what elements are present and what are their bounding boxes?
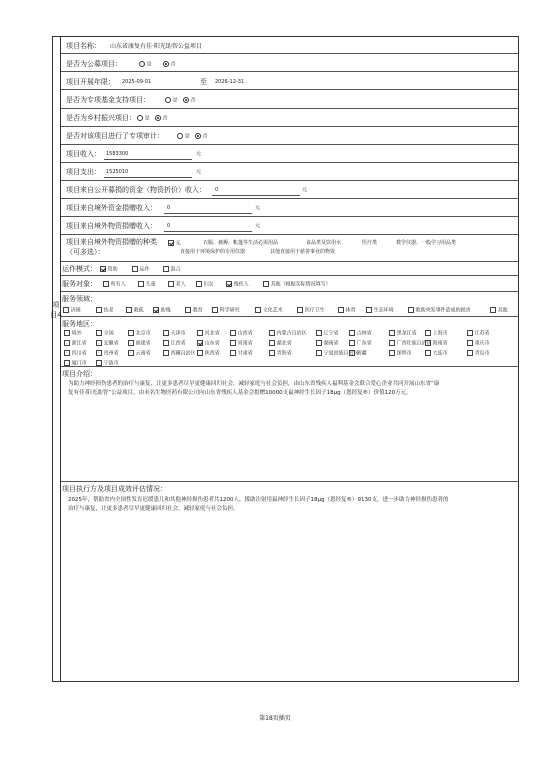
area-checkbox[interactable] — [467, 350, 490, 358]
checkbox-box[interactable] — [316, 330, 322, 336]
area-checkbox-label: 广东省 — [356, 340, 372, 347]
area-checkbox[interactable] — [96, 340, 119, 348]
area-checkbox-label: 浙江省 — [71, 340, 87, 347]
target-other-checkbox[interactable]: 其他（根据实际情况填写） — [263, 281, 331, 289]
foreign-goods-value: 0 — [167, 223, 171, 229]
checkbox-box[interactable] — [467, 350, 473, 356]
area-checkbox[interactable] — [64, 340, 87, 348]
area-checkbox[interactable] — [467, 330, 490, 338]
checkbox-box[interactable] — [96, 330, 102, 336]
area-checkbox[interactable] — [349, 340, 372, 348]
area-checkbox-label: 北京市 — [135, 330, 151, 337]
audit-no-radio[interactable]: 否 — [195, 133, 208, 141]
page-footer: 第18页插页 — [259, 715, 291, 722]
public-label: 是否为公募项目： — [66, 60, 122, 68]
goods-type-label-1: 项目来自境外物资捐赠的种类 — [66, 238, 157, 246]
goods-type-label-2: （可多选）： — [66, 248, 105, 256]
checkbox-box[interactable] — [349, 340, 355, 346]
public-money-underline — [212, 195, 300, 196]
special-no-radio[interactable]: 否 — [183, 97, 196, 105]
checkbox-box[interactable] — [349, 350, 355, 356]
checkbox-box[interactable] — [269, 330, 275, 336]
area-checkbox-label: 山东省 — [204, 340, 220, 347]
public-money-value: 0 — [215, 187, 219, 193]
area-checkbox[interactable] — [425, 330, 448, 338]
area-checkbox[interactable] — [163, 340, 186, 348]
public-money-label: 项目来自公开募捐的资金（物资折价）收入： — [66, 186, 206, 194]
foreign-goods-label: 项目来自境外物资捐赠收入： — [66, 222, 157, 230]
area-checkbox-label: 湖南省 — [323, 340, 339, 347]
area-checkbox[interactable] — [269, 330, 307, 338]
checkbox-box[interactable] — [467, 330, 473, 336]
area-checkbox[interactable] — [316, 330, 339, 338]
area-checkbox[interactable] — [269, 340, 292, 348]
field-medical-checkbox[interactable]: 医疗卫生 — [297, 307, 325, 315]
period-to: 至 — [200, 78, 207, 86]
goods-cb-teaching[interactable]: 教学仪器、一般学习用品类 — [396, 240, 457, 246]
area-checkbox-label: 厦门市 — [71, 360, 87, 367]
area-checkbox-label: 海南省 — [432, 340, 448, 347]
checkbox-box[interactable] — [389, 330, 395, 336]
area-checkbox-label: 山西省 — [237, 330, 253, 337]
field-culture-checkbox[interactable]: 文化艺术 — [255, 307, 283, 315]
area-checkbox[interactable] — [163, 330, 186, 338]
target-women-checkbox[interactable]: 妇女 — [196, 281, 214, 289]
exec-line-1: 2025年，帮助省内全国性发育迟缓患儿和其他神经损伤患者共1200人，援助注射用鼠神经生长因子18μg（恩经复®）9130支，进一步助力神经损伤患者的 — [68, 497, 449, 503]
goods-cb-none[interactable]: 无 — [168, 240, 181, 248]
goods-cb-food[interactable]: 食品类及饮用水 — [306, 240, 342, 246]
audit-label: 是否对该项目进行了专项审计： — [66, 132, 164, 140]
foreign-money-underline — [164, 213, 252, 214]
area-checkbox[interactable] — [163, 350, 196, 358]
public-money-unit: 元 — [302, 187, 308, 193]
rural-yes-radio[interactable]: 是 — [137, 115, 150, 123]
area-checkbox-label: 福建省 — [135, 340, 151, 347]
area-checkbox-label: 内蒙古自治区 — [276, 330, 307, 337]
expense-value: 1525010 — [106, 169, 129, 175]
row-income — [61, 145, 519, 163]
checkbox-box[interactable] — [64, 350, 70, 356]
checkbox-box[interactable] — [197, 340, 203, 346]
checkbox-box[interactable] — [389, 350, 395, 356]
area-checkbox-label: 河北省 — [204, 330, 220, 337]
period-end: 2026-12-31 — [215, 79, 245, 85]
exec-label: 项目执行方及项目成效评估情况： — [62, 485, 167, 493]
period-start: 2025-09-01 — [122, 79, 152, 85]
area-checkbox-label: 广西壮族自治区 — [396, 340, 432, 347]
checkbox-box[interactable] — [128, 340, 134, 346]
operation-fund-checkbox[interactable]: 资助 — [100, 266, 118, 274]
area-checkbox[interactable] — [389, 350, 412, 358]
area-checkbox-label: 四川省 — [71, 350, 87, 357]
expense-underline — [104, 177, 192, 178]
area-checkbox[interactable] — [96, 350, 119, 358]
area-checkbox-label: 天津市 — [170, 330, 186, 337]
public-yes-radio[interactable]: 是 — [139, 61, 152, 69]
checkbox-box[interactable] — [425, 330, 431, 336]
area-checkbox-label: 甘肃省 — [237, 350, 253, 357]
goods-cb-medical[interactable]: 医疗类 — [362, 240, 378, 246]
area-checkbox[interactable] — [128, 330, 151, 338]
area-checkbox[interactable] — [128, 340, 151, 348]
checkbox-box[interactable] — [425, 350, 431, 356]
foreign-money-value: 0 — [167, 205, 171, 211]
area-checkbox[interactable] — [197, 340, 220, 348]
foreign-money-label: 项目来自境外资金捐赠收入： — [66, 204, 157, 212]
checkbox-box[interactable] — [389, 340, 395, 346]
area-checkbox-label: 境外 — [71, 330, 82, 337]
area-checkbox-label: 新疆 — [356, 350, 367, 357]
side-column — [52, 36, 61, 682]
intro-line-1: 为助力神经损伤患者的治疗与康复，让更多患者尽早更健康回归社会，减轻家庭与社会负担，由山东省残疾人福利基金会联合爱心企业共同开展山东省“康 — [68, 381, 440, 387]
checkbox-box[interactable] — [425, 340, 431, 346]
area-checkbox-label: 黑龙江省 — [396, 330, 417, 337]
area-checkbox-label: 江西省 — [170, 340, 186, 347]
operation-mixed-checkbox[interactable]: 混合 — [163, 266, 181, 274]
checkbox-box[interactable] — [96, 360, 102, 366]
rural-label: 是否为乡村振兴项目： — [66, 114, 136, 122]
operation-label: 运作模式： — [62, 265, 97, 273]
foreign-money-unit: 元 — [255, 205, 261, 211]
area-checkbox[interactable] — [425, 350, 448, 358]
intro-label: 项目介绍： — [62, 370, 97, 378]
area-checkbox-label: 河南省 — [237, 340, 253, 347]
field-elderly-checkbox[interactable]: 扶老 — [96, 307, 114, 315]
field-other-checkbox[interactable]: 其他 — [490, 307, 508, 315]
area-checkbox-label: 湖北省 — [276, 340, 292, 347]
area-checkbox[interactable] — [64, 350, 87, 358]
area-checkbox-label: 重庆市 — [474, 340, 490, 347]
area-checkbox-label: 大连市 — [432, 350, 448, 357]
area-checkbox-label: 江苏省 — [474, 330, 490, 337]
checkbox-box[interactable] — [64, 330, 70, 336]
area-checkbox[interactable] — [389, 330, 417, 338]
area-checkbox-label: 贵州省 — [103, 350, 119, 357]
checkbox-box[interactable] — [64, 340, 70, 346]
row-expense — [61, 163, 519, 181]
area-checkbox[interactable] — [96, 330, 114, 338]
income-value: 1583300 — [106, 151, 129, 157]
checkbox-box[interactable] — [269, 340, 275, 346]
field-orphan-checkbox[interactable]: 救孤 — [126, 307, 144, 315]
area-checkbox[interactable] — [425, 340, 448, 348]
row-operation — [61, 262, 519, 276]
goods-cb-environment[interactable]: 直接用于环境保护的专用仪器 — [180, 249, 246, 255]
checkbox-box[interactable] — [349, 330, 355, 336]
area-checkbox[interactable] — [128, 350, 151, 358]
side-label: 项目4 — [50, 301, 62, 319]
field-sports-checkbox[interactable]: 体育 — [338, 307, 356, 315]
area-checkbox-label: 青海省 — [276, 350, 292, 357]
special-yes-radio[interactable]: 是 — [165, 97, 178, 105]
area-checkbox[interactable] — [64, 330, 82, 338]
special-fund-label: 是否为专项基金支持项目： — [66, 96, 150, 104]
rural-no-radio[interactable]: 否 — [155, 115, 168, 123]
checkbox-box[interactable] — [163, 330, 169, 336]
area-checkbox[interactable] — [197, 350, 220, 358]
area-checkbox-label: 安徽省 — [103, 340, 119, 347]
checkbox-box[interactable] — [128, 350, 134, 356]
income-label: 项目收入： — [66, 150, 101, 158]
foreign-goods-underline — [164, 231, 252, 232]
target-children-checkbox[interactable]: 儿童 — [138, 281, 156, 289]
area-checkbox[interactable] — [230, 340, 253, 348]
checkbox-box[interactable] — [197, 330, 203, 336]
checkbox-box[interactable] — [316, 340, 322, 346]
public-no-radio[interactable]: 否 — [163, 61, 176, 69]
area-checkbox-label: 宁波市 — [103, 360, 119, 367]
field-emergency-checkbox[interactable]: 救助突发事件造成的损害 — [408, 307, 471, 315]
area-checkbox-label: 陕西省 — [204, 350, 220, 357]
income-unit: 元 — [196, 151, 202, 157]
checkbox-box[interactable] — [128, 330, 134, 336]
field-science-checkbox[interactable]: 科学研究 — [212, 307, 240, 315]
area-checkbox-label: 西藏自治区 — [170, 350, 196, 357]
checkbox-box[interactable] — [230, 340, 236, 346]
area-checkbox-label: 全国 — [103, 330, 114, 337]
area-checkbox[interactable] — [197, 330, 220, 338]
audit-yes-radio[interactable]: 是 — [177, 133, 190, 141]
checkbox-box[interactable] — [64, 360, 70, 366]
target-elderly-checkbox[interactable]: 老人 — [168, 281, 186, 289]
checkbox-box[interactable] — [269, 350, 275, 356]
target-disabled-checkbox[interactable]: 残疾人 — [226, 281, 249, 289]
project-name-label: 项目名称： — [66, 42, 101, 50]
area-checkbox-label: 青岛市 — [474, 350, 490, 357]
area-checkbox[interactable] — [349, 350, 367, 358]
area-checkbox-label: 深圳市 — [396, 350, 412, 357]
field-label: 服务领域： — [62, 295, 97, 303]
field-education-checkbox[interactable]: 教育 — [185, 307, 203, 315]
exec-line-2: 治疗与康复，让更多患者尽早更健康回归社会，减轻家庭与社会负担。 — [68, 506, 239, 512]
goods-cb-other[interactable]: 其他直接用于慈善事业的物资 — [270, 249, 336, 255]
area-checkbox-label: 上海市 — [432, 330, 448, 337]
row-public — [61, 54, 519, 72]
income-underline — [104, 159, 192, 160]
checkbox-box[interactable] — [163, 350, 169, 356]
operation-run-checkbox[interactable]: 运作 — [132, 266, 150, 274]
checkbox-box[interactable] — [163, 340, 169, 346]
period-label: 项目开展年限： — [66, 78, 115, 86]
area-checkbox[interactable] — [316, 340, 339, 348]
checkbox-box[interactable] — [96, 350, 102, 356]
field-ecology-checkbox[interactable]: 生态环境 — [366, 307, 394, 315]
area-checkbox[interactable] — [467, 340, 490, 348]
target-all-checkbox[interactable]: 所有人 — [103, 281, 126, 289]
target-label: 服务对象： — [62, 280, 97, 288]
area-checkbox-label: 辽宁省 — [323, 330, 339, 337]
project-name-value: 山东省康复有佳·阳光助智公益项目 — [110, 43, 202, 50]
intro-line-2: 复有佳·阳光助智”公益项目，由未名生物医药有限公司向山东省残疾人基金会捐赠10000支鼠神经生长因子18μg（恩经复®）价值120万元。 — [68, 390, 412, 396]
area-checkbox[interactable] — [349, 330, 372, 338]
checkbox-box[interactable] — [230, 330, 236, 336]
area-checkbox[interactable] — [230, 330, 253, 338]
area-checkbox[interactable] — [269, 350, 292, 358]
checkbox-box[interactable] — [230, 350, 236, 356]
expense-unit: 元 — [196, 169, 202, 175]
goods-cb-daily[interactable]: 衣服、被褥、帐篷等生活必需用品 — [203, 240, 279, 246]
field-disability-checkbox[interactable]: 助残 — [153, 307, 171, 315]
checkbox-box[interactable] — [197, 350, 203, 356]
area-checkbox-label: 吉林省 — [356, 330, 372, 337]
area-label: 服务地区： — [62, 320, 97, 328]
field-poverty-checkbox[interactable]: 济困 — [63, 307, 81, 315]
foreign-goods-unit: 元 — [255, 223, 261, 229]
area-checkbox-label: 云南省 — [135, 350, 151, 357]
area-checkbox[interactable] — [230, 350, 253, 358]
checkbox-box[interactable] — [467, 340, 473, 346]
checkbox-box[interactable] — [316, 350, 322, 356]
expense-label: 项目支出： — [66, 168, 101, 176]
checkbox-box[interactable] — [96, 340, 102, 346]
area-checkbox-label: 宁夏回族自治区 — [323, 350, 359, 357]
